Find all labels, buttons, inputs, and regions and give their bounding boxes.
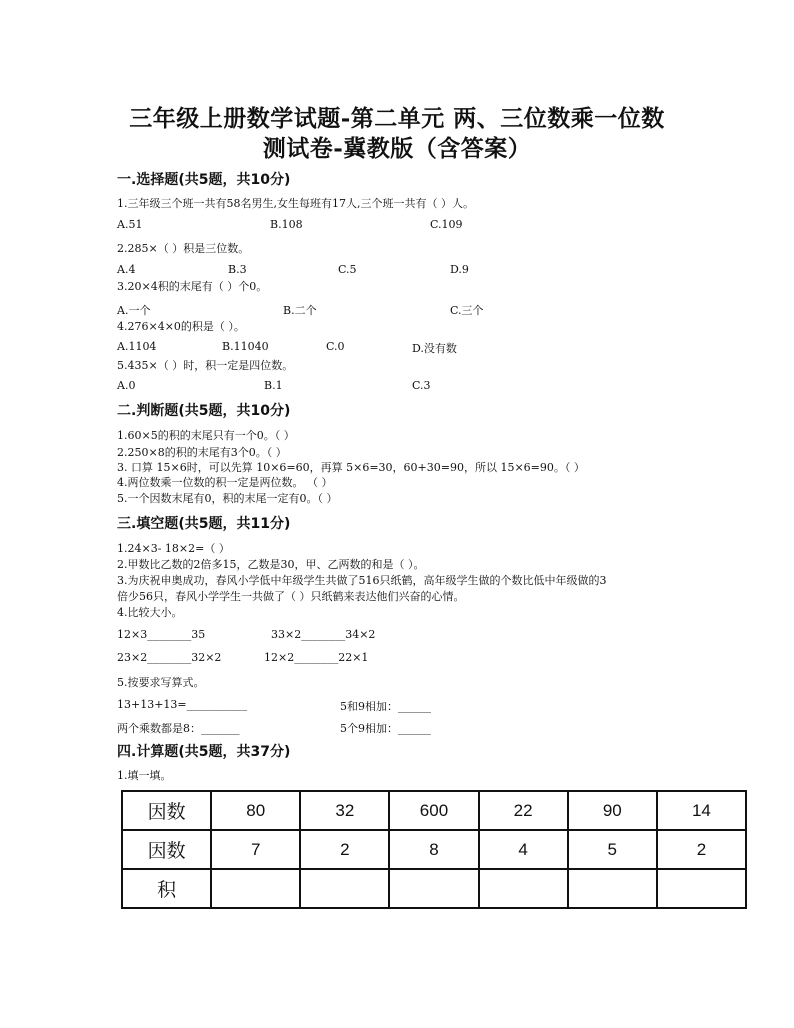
option-d: D.没有数 xyxy=(412,342,457,355)
section-calc-heading: 四.计算题(共5题，共37分) xyxy=(117,744,291,760)
multiplication-table xyxy=(121,790,747,909)
option-a: A.一个 xyxy=(117,304,151,317)
table-cell: 4 xyxy=(479,830,568,869)
table-cell: 7 xyxy=(211,830,300,869)
table-cell: 600 xyxy=(389,791,478,830)
table-cell: 22 xyxy=(479,791,568,830)
option-a: A.1104 xyxy=(117,340,157,353)
expression-1: 13+13+13=___________ xyxy=(117,698,248,711)
section-choice-heading: 一.选择题(共5题，共10分) xyxy=(117,172,291,188)
judge-item-3: 3. 口算 15×6时，可以先算 10×6=60，再算 5×6=30，60+30=90，所以 15×6=90。（ ） xyxy=(117,461,585,474)
answer-cell[interactable] xyxy=(389,869,478,908)
table-cell: 5 xyxy=(568,830,657,869)
option-a: A.0 xyxy=(117,379,136,392)
calc-item-1-title: 1.填一填。 xyxy=(117,769,172,782)
option-b: B.11040 xyxy=(222,340,269,353)
expression-3: 两个乘数都是8：_______ xyxy=(117,722,240,735)
option-b: B.二个 xyxy=(283,304,317,317)
question-1-1: 1.三年级三个班一共有58名男生,女生每班有17人,三个班一共有（ ）人。 xyxy=(117,197,474,210)
table-row xyxy=(122,830,746,869)
answer-cell[interactable] xyxy=(300,869,389,908)
question-1-2: 2.285×（ ）积是三位数。 xyxy=(117,242,250,255)
table-cell: 80 xyxy=(211,791,300,830)
option-c: C.三个 xyxy=(450,304,484,317)
compare-4: 12×2________22×1 xyxy=(264,651,369,664)
question-1-4: 4.276×4×0的积是（ ）。 xyxy=(117,320,245,333)
judge-item-4: 4.两位数乘一位数的积一定是两位数。 （ ） xyxy=(117,476,333,489)
fill-item-4: 4.比较大小。 xyxy=(117,606,183,619)
expression-4: 5个9相加：______ xyxy=(340,722,431,735)
row-header: 积 xyxy=(122,869,211,908)
table-cell: 14 xyxy=(657,791,746,830)
judge-item-2: 2.250×8的积的末尾有3个0。（ ） xyxy=(117,446,287,459)
compare-1: 12×3________35 xyxy=(117,628,206,641)
fill-item-3-line-1: 3.为庆祝申奥成功，春风小学低中年级学生共做了516只纸鹤，高年级学生做的个数比低中年级做的3 xyxy=(117,574,607,587)
title-line-1: 三年级上册数学试题-第二单元 两、三位数乘一位数 xyxy=(129,105,665,132)
table-cell: 2 xyxy=(657,830,746,869)
option-c: C.3 xyxy=(412,379,431,392)
table-cell: 8 xyxy=(389,830,478,869)
compare-2: 33×2________34×2 xyxy=(271,628,376,641)
compare-3: 23×2________32×2 xyxy=(117,651,222,664)
option-b: B.108 xyxy=(270,218,303,231)
table-row xyxy=(122,869,746,908)
option-a: A.51 xyxy=(117,218,143,231)
option-d: D.9 xyxy=(450,263,469,276)
fill-item-5-title: 5.按要求写算式。 xyxy=(117,676,205,689)
table-cell: 90 xyxy=(568,791,657,830)
option-a: A.4 xyxy=(117,263,136,276)
fill-item-1: 1.24×3- 18×2=（ ） xyxy=(117,542,230,555)
fill-item-3-line-2: 倍少56只，春风小学学生一共做了（ ）只纸鹤来表达他们兴奋的心情。 xyxy=(117,590,465,603)
fill-item-2: 2.甲数比乙数的2倍多15，乙数是30，甲、乙两数的和是（ ）。 xyxy=(117,558,425,571)
option-c: C.5 xyxy=(338,263,357,276)
row-header: 因数 xyxy=(122,830,211,869)
answer-cell[interactable] xyxy=(657,869,746,908)
table-cell: 32 xyxy=(300,791,389,830)
row-header: 因数 xyxy=(122,791,211,830)
option-b: B.3 xyxy=(228,263,247,276)
expression-2: 5和9相加：______ xyxy=(340,700,431,713)
judge-item-5: 5.一个因数末尾有0，积的末尾一定有0。（ ） xyxy=(117,492,338,505)
option-c: C.109 xyxy=(430,218,463,231)
judge-item-1: 1.60×5的积的末尾只有一个0。（ ） xyxy=(117,429,295,442)
table-row xyxy=(122,791,746,830)
section-fill-heading: 三.填空题(共5题，共11分) xyxy=(117,516,291,532)
answer-cell[interactable] xyxy=(211,869,300,908)
table-cell: 2 xyxy=(300,830,389,869)
option-b: B.1 xyxy=(264,379,283,392)
question-1-3: 3.20×4积的末尾有（ ）个0。 xyxy=(117,280,268,293)
answer-cell[interactable] xyxy=(568,869,657,908)
question-1-5: 5.435×（ ）时，积一定是四位数。 xyxy=(117,359,294,372)
section-judge-heading: 二.判断题(共5题，共10分) xyxy=(117,403,291,419)
title-line-2: 测试卷-冀教版（含答案） xyxy=(262,135,532,162)
answer-cell[interactable] xyxy=(479,869,568,908)
option-c: C.0 xyxy=(326,340,345,353)
